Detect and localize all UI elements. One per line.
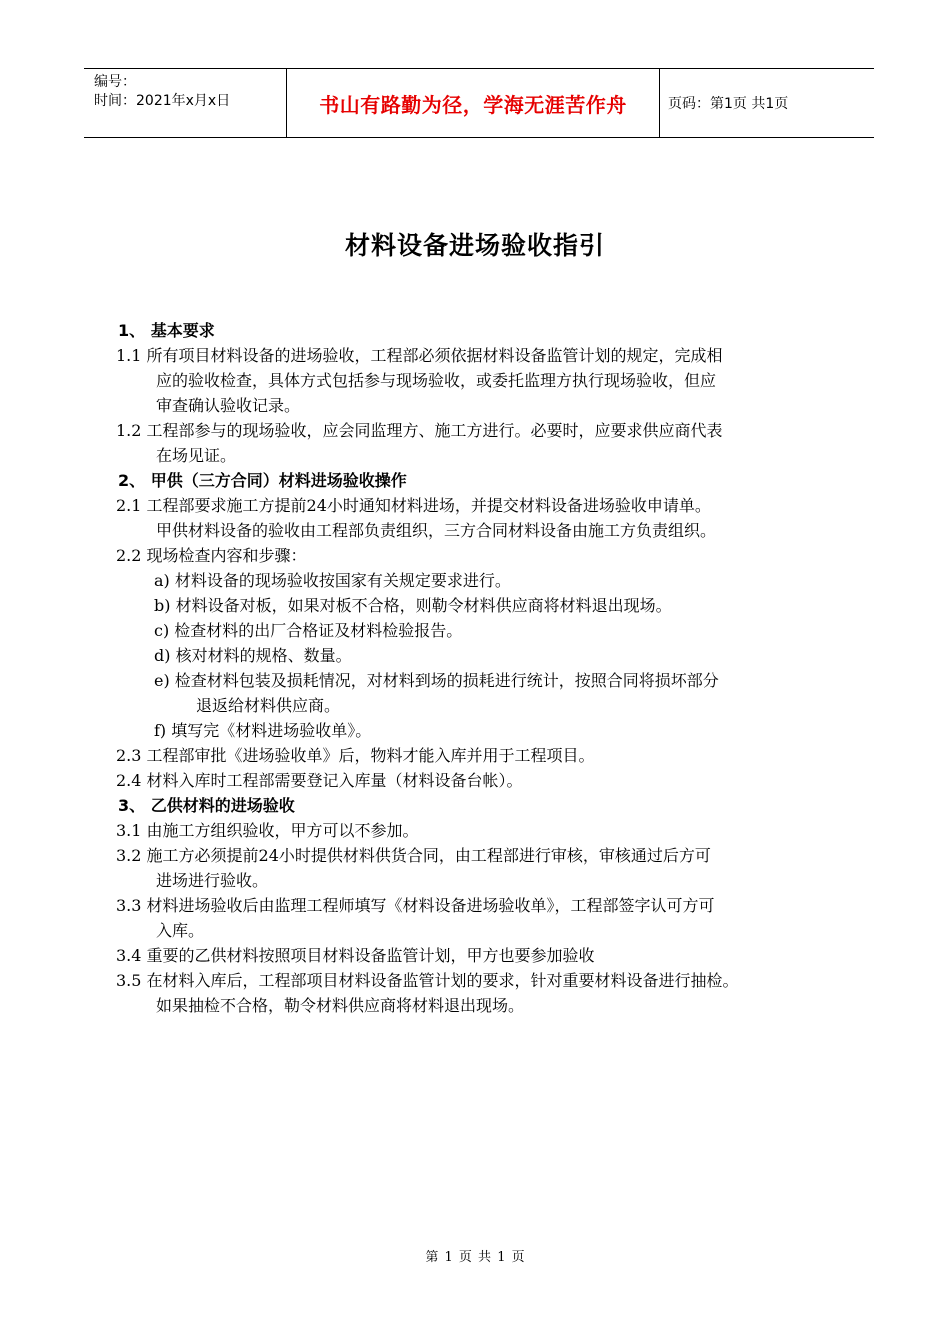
header-motto-cell <box>286 69 660 137</box>
list-item: e) 检查材料包装及损耗情况，对材料到场的损耗进行统计，按照合同将损坏部分 <box>154 671 719 690</box>
section-heading: 3、 乙供材料的进场验收 <box>118 796 295 815</box>
paragraph-line: 2.2 现场检查内容和步骤： <box>116 546 307 565</box>
paragraph-line: 审查确认验收记录。 <box>156 396 301 415</box>
list-item: c) 检查材料的出厂合格证及材料检验报告。 <box>154 621 463 640</box>
paragraph-line: 在场见证。 <box>156 446 237 465</box>
list-item: f) 填写完《材料进场验收单》。 <box>154 721 372 740</box>
header-page-info <box>660 69 874 137</box>
list-item-continuation: 退返给材料供应商。 <box>196 696 341 715</box>
list-item: d) 核对材料的规格、数量。 <box>154 646 352 665</box>
paragraph-line: 入库。 <box>156 921 205 940</box>
document-title: 材料设备进场验收指引 <box>344 231 605 260</box>
page-count-label: 页码：第1页 共1页 <box>668 96 789 112</box>
date-label: 时间：2021年x月x日 <box>94 93 231 109</box>
paragraph-line: 2.3 工程部审批《进场验收单》后，物料才能入库并用于工程项目。 <box>116 746 595 765</box>
paragraph-line: 3.1 由施工方组织验收，甲方可以不参加。 <box>116 821 419 840</box>
paragraph-line: 3.5 在材料入库后，工程部项目材料设备监管计划的要求，针对重要材料设备进行抽检。 <box>116 971 739 990</box>
paragraph-line: 3.3 材料进场验收后由监理工程师填写《材料设备进场验收单》，工程部签字认可方可 <box>116 896 715 915</box>
paragraph-line: 如果抽检不合格，勒令材料供应商将材料退出现场。 <box>156 996 525 1015</box>
header-motto: 书山有路勤为径，学海无涯苦作舟 <box>319 92 627 117</box>
paragraph-line: 进场进行验收。 <box>156 871 269 890</box>
section-heading: 1、 基本要求 <box>118 321 215 340</box>
paragraph-line: 应的验收检查，具体方式包括参与现场验收，或委托监理方执行现场验收，但应 <box>156 371 717 390</box>
header-meta <box>84 69 286 137</box>
paragraph-line: 甲供材料设备的验收由工程部负责组织，三方合同材料设备由施工方负责组织。 <box>156 521 717 540</box>
page-footer: 第 1 页 共 1 页 <box>425 1250 525 1265</box>
paragraph-line: 2.1 工程部要求施工方提前24小时通知材料进场，并提交材料设备进场验收申请单。 <box>116 496 711 515</box>
list-item: a) 材料设备的现场验收按国家有关规定要求进行。 <box>154 571 511 590</box>
paragraph-line: 3.2 施工方必须提前24小时提供材料供货合同，由工程部进行审核，审核通过后方可 <box>116 846 711 865</box>
section-heading: 2、 甲供（三方合同）材料进场验收操作 <box>118 471 407 490</box>
list-item: b) 材料设备对板，如果对板不合格，则勒令材料供应商将材料退出现场。 <box>154 596 672 615</box>
document-header <box>84 68 874 138</box>
paragraph-line: 3.4 重要的乙供材料按照项目材料设备监管计划，甲方也要参加验收 <box>116 946 595 965</box>
document-body <box>116 318 856 1018</box>
paragraph-line: 1.1 所有项目材料设备的进场验收，工程部必须依据材料设备监管计划的规定，完成相 <box>116 346 723 365</box>
paragraph-line: 1.2 工程部参与的现场验收，应会同监理方、施工方进行。必要时，应要求供应商代表 <box>116 421 723 440</box>
paragraph-line: 2.4 材料入库时工程部需要登记入库量（材料设备台帐）。 <box>116 771 523 790</box>
serial-number-label: 编号： <box>94 74 136 90</box>
